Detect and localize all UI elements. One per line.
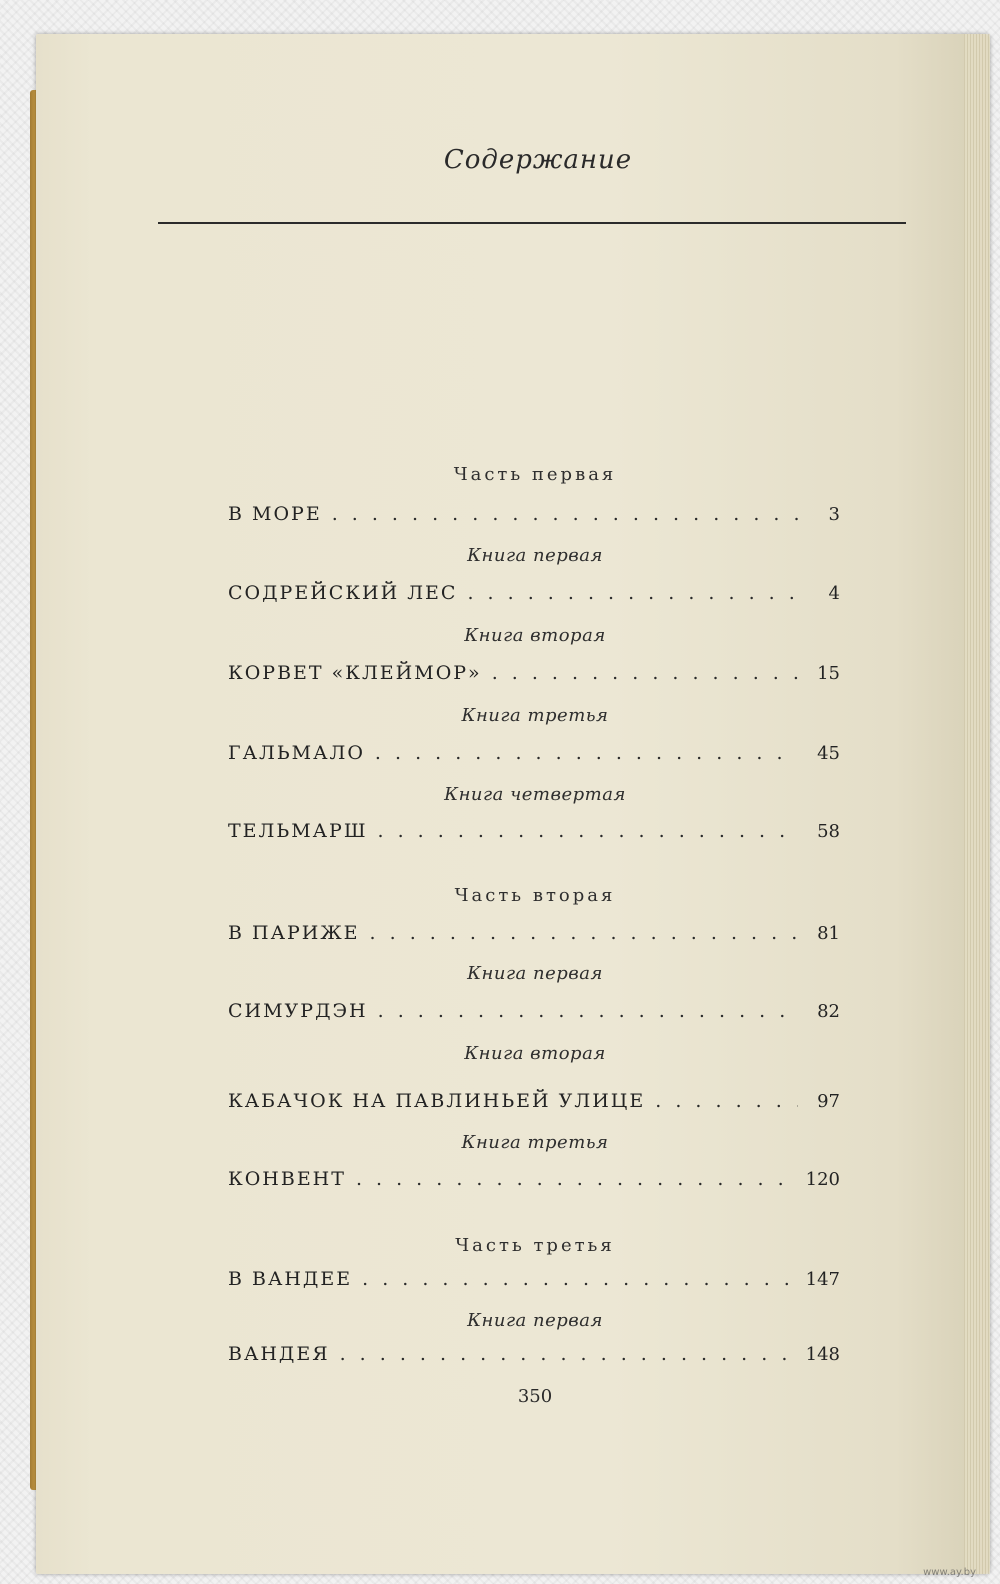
book-label: Книга первая <box>467 545 603 566</box>
book-label: Книга первая <box>467 963 603 984</box>
entry-page: 4 <box>828 583 840 604</box>
toc-entry <box>228 1000 840 1026</box>
entry-title: В ВАНДЕЕ <box>228 1268 353 1290</box>
leader-dots <box>655 1090 798 1112</box>
entry-title: КАБАЧОК НА ПАВЛИНЬЕЙ УЛИЦЕ <box>228 1090 646 1112</box>
leader-dots <box>378 1000 798 1022</box>
entry-title: ГАЛЬМАЛО <box>228 742 365 764</box>
entry-title: КОНВЕНТ <box>228 1168 346 1190</box>
toc-entry <box>228 582 840 608</box>
toc-entry <box>228 1168 840 1194</box>
entry-title: ВАНДЕЯ <box>228 1343 330 1365</box>
entry-title: СОДРЕЙСКИЙ ЛЕС <box>228 582 458 604</box>
entry-title: В ПАРИЖЕ <box>228 922 360 944</box>
book-label: Книга третья <box>461 705 609 726</box>
entry-title: В МОРЕ <box>228 503 322 525</box>
book-label: Книга третья <box>461 1132 609 1153</box>
leader-dots <box>370 922 798 944</box>
leader-dots <box>467 582 798 604</box>
entry-page: 58 <box>817 821 840 842</box>
toc-entry <box>228 1268 840 1294</box>
page-heading: Содержание <box>443 145 633 175</box>
entry-page: 82 <box>817 1001 840 1022</box>
leader-dots <box>362 1268 792 1290</box>
toc-entry <box>228 1343 840 1369</box>
entry-page: 97 <box>817 1091 840 1112</box>
part-label: Часть первая <box>453 464 617 485</box>
leader-dots <box>356 1168 792 1190</box>
entry-page: 45 <box>817 743 840 764</box>
leader-dots <box>378 820 798 842</box>
entry-page: 120 <box>805 1169 840 1190</box>
book-label: Книга четвертая <box>444 784 626 805</box>
toc-entry <box>228 1090 840 1116</box>
toc-entry <box>228 922 840 948</box>
toc-entry <box>228 820 840 846</box>
entry-title: ТЕЛЬМАРШ <box>228 820 368 842</box>
page-number: 350 <box>517 1386 553 1407</box>
entry-page: 3 <box>828 504 840 525</box>
toc-entry <box>228 503 840 529</box>
toc-entry <box>228 662 840 688</box>
part-label: Часть вторая <box>454 885 616 906</box>
leader-dots <box>492 662 798 684</box>
leader-dots <box>332 503 798 525</box>
entry-title: СИМУРДЭН <box>228 1000 368 1022</box>
book-label: Книга вторая <box>464 1043 606 1064</box>
toc-entry <box>228 742 840 768</box>
part-label: Часть третья <box>455 1235 615 1256</box>
site-watermark: www.ay.by <box>923 1567 976 1578</box>
entry-page: 15 <box>817 663 840 684</box>
leader-dots <box>375 742 798 764</box>
entry-page: 147 <box>805 1269 840 1290</box>
book-label: Книга первая <box>467 1310 603 1331</box>
entry-page: 148 <box>805 1344 840 1365</box>
leader-dots <box>340 1343 792 1365</box>
book-label: Книга вторая <box>464 625 606 646</box>
entry-title: КОРВЕТ «КЛЕЙМОР» <box>228 662 482 684</box>
entry-page: 81 <box>817 923 840 944</box>
